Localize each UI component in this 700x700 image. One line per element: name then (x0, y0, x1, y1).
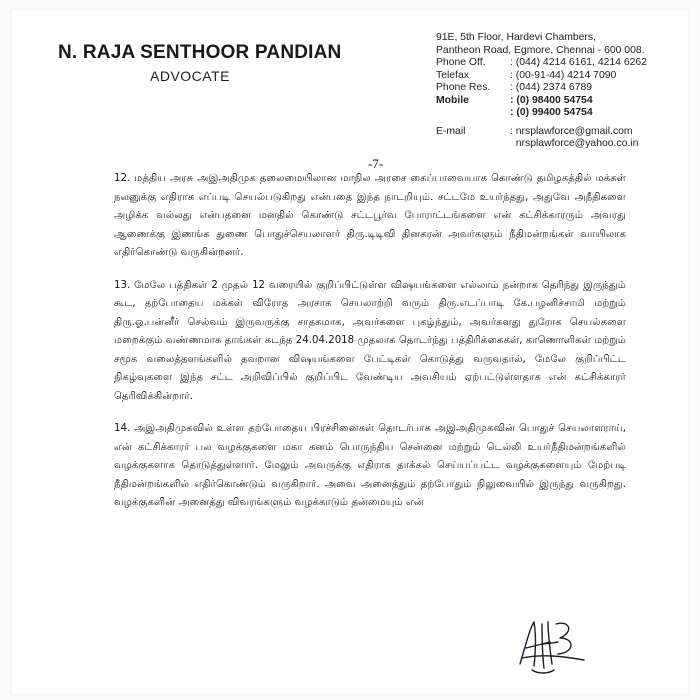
paragraph-12: 12. மத்திய அரசு அஇஅதிமுக தலைமையிலான மாநில அரசை கைப்பாவையாக கொண்டு தமிழகத்தில் மக்கள் நலனுக்கு எதிராக எப்படி செயல்படுகிறது என்பதை இந்த நாடறியும். சட்டமே உயர்ந்தது, அதுவே அநீதிகளை அழிக்க வல்லது என்பதனை மனதில் கொண்டு சட்டபூர்வ போராட்டங்களை என் கட்சிக்காரரும் அவரது ஆணைக்கு இணங்க துணை பொதுச்செயலாளர் திரு.டிடிவி தினகரன் அவர்களும் நீதிமன்றங்கள் வாயிலாக எதிர்கொண்டு வருகின்றனர். (114, 173, 626, 258)
letter-body (114, 170, 626, 527)
letterhead-contact-block (436, 32, 647, 151)
letterhead-left (58, 42, 341, 84)
address-line-2: Pantheon Road, Egmore, Chennai - 600 008. (436, 44, 645, 56)
page-number: -7- (368, 156, 384, 171)
advocate-title: ADVOCATE (150, 68, 230, 84)
contact-phone-residence: Phone Res. : (044) 2374 6789 (436, 82, 593, 93)
advocate-name: N. RAJA SENTHOOR PANDIAN (58, 42, 342, 63)
contact-email-2: nrsplawforce@yahoo.co.in (515, 138, 639, 149)
paragraph-13: 13. மேலே பத்திகள் 2 முதல் 12 வரையில் குறிப்பிட்டுள்ள விஷயங்களை எல்லாம் நன்றாக தெரிந்து இருந்தும் கூட, தற்போதைய மக்கள் விரோத அரசாக செயலாற்றி வரும் திரு.எடப்பாடி கே.பழனிச்சாமி மற்றும் திரு.ஓ.பன்னீர் செல்வம் இருவருக்கு சாதகமாக, அவர்களை புகழ்ந்தும், அவர்களது துரோக செயல்களை மறைக்கும் வண்ணமாக தாங்கள் கடந்த 24.04.2018 முதலாக தொடர்ந்து பத்திரிக்கைகள், காணொளிகள் மற்றும் சமூக வலைத்தளங்களில் தவறான விஷயங்களை பேட்டிகள் கொடுத்து வருவதால், மேலே குறிப்பிட்ட நிகழ்வுகளை இந்த சட்ட அறிவிப்பில் குறிப்பிட வேண்டிய அவசியம் ஏற்பட்டுள்ளதாக என் கட்சிக்காரர் தெரிவிக்கின்றார். (114, 279, 626, 402)
address-line-1: 91E, 5th Floor, Hardevi Chambers, (436, 32, 596, 43)
contact-phone-office: Phone Off. : (044) 4214 6161, 4214 6262 (436, 57, 647, 68)
document-page (12, 10, 688, 694)
contact-telefax: Telefax : (00-91-44) 4214 7090 (436, 69, 617, 81)
contact-mobile-2: : (0) 99400 54754 (510, 107, 593, 118)
paragraph-14: 14. அஇஅதிமுகவில் உள்ள தற்போதைய பிரச்சினைகள் தொடர்பாக அஇஅதிமுகவின் பொதுச் செயலாளராய், என் கட்சிக்காரர் பல வழக்குகளை மகா கனம் பொருந்திய சென்னை மற்றும் டெல்லி உயர்நீதிமன்றங்களில் வழக்குகளாக தொடுத்துள்ளார். மேலும் அவருக்கு எதிராக தாக்கல் செய்யப்பட்ட வழக்குகளையும் மேற்படி நீதிமன்றங்களில் எதிர்கொண்டும் வருகிறார். அவை அனைத்தும் தற்போதும் நிலுவையில் இருந்து வருகிறது. வழக்குகளின் அனைத்து விவரங்களும் வழக்காடும் தன்மையும் என் (114, 423, 626, 508)
handwritten-signature (512, 614, 592, 678)
contact-mobile-1: Mobile : (0) 98400 54754 (436, 94, 593, 106)
contact-email-1: E-mail : nrsplawforce@gmail.com (436, 125, 633, 137)
